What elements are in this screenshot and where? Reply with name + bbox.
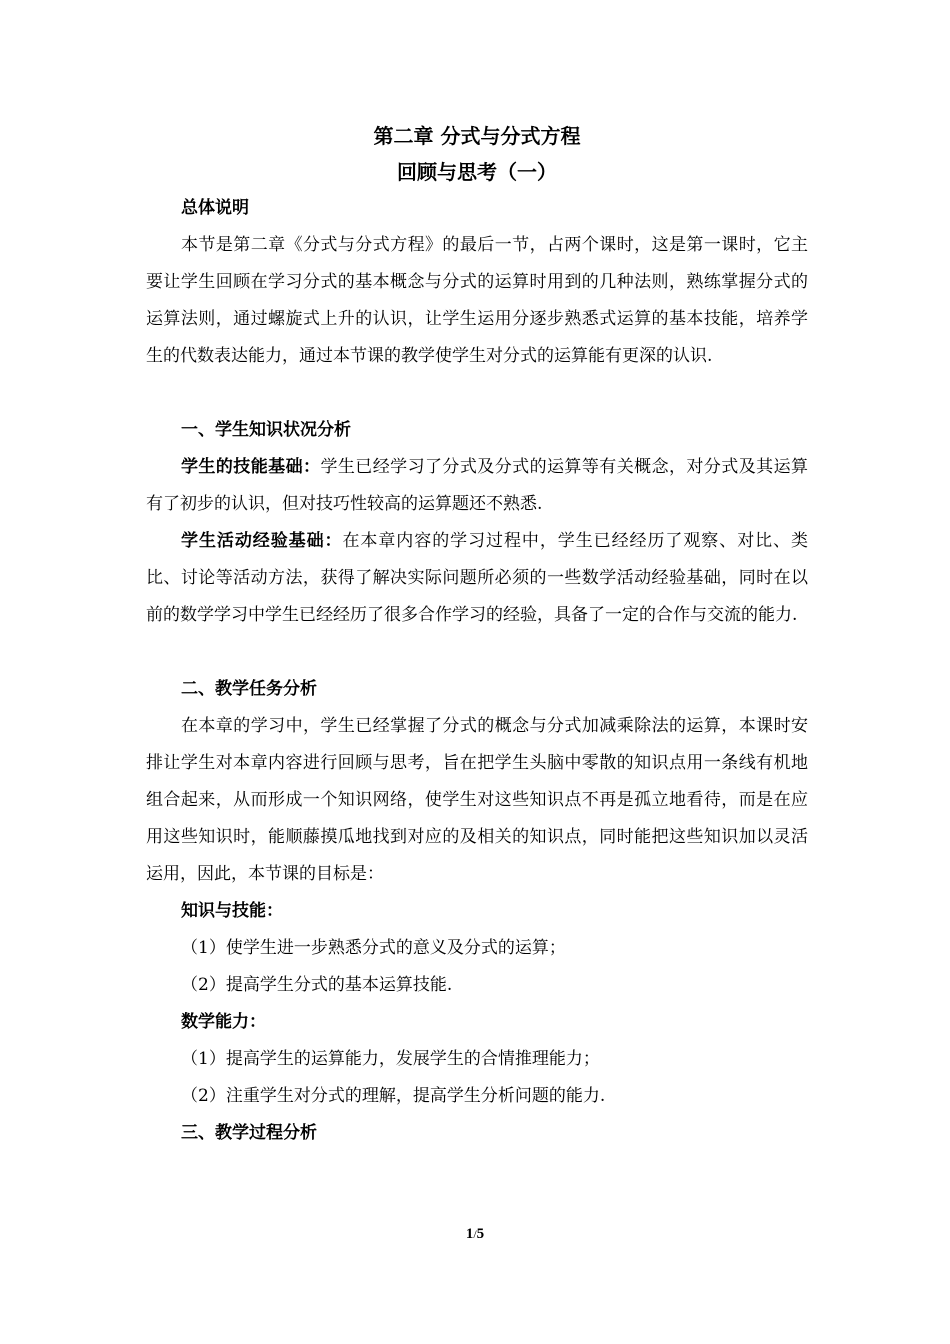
skill-foundation-text: 学生已经学习了分式及分式的运算等有关概念，对分式及其运算有了初步的认识，但对技巧性较高的运算题还不熟悉. <box>146 457 809 514</box>
overview-heading: 总体说明 <box>181 198 249 218</box>
math-ability-item: （2）注重学生对分式的理解，提高学生分析问题的能力. <box>181 1086 606 1106</box>
page-number <box>0 1226 950 1243</box>
skill-foundation-paragraph <box>146 449 808 523</box>
activity-experience-label: 学生活动经验基础： <box>181 531 343 551</box>
math-ability-heading: 数学能力： <box>181 1012 266 1032</box>
section1-heading: 一、学生知识状况分析 <box>181 420 351 440</box>
spacer <box>146 634 808 671</box>
section3-heading: 三、教学过程分析 <box>181 1123 317 1143</box>
total-page-count: 5 <box>476 1226 485 1242</box>
page-title: 第二章 分式与分式方程 <box>373 124 581 148</box>
page-separator: / <box>473 1227 477 1241</box>
knowledge-item: （1）使学生进一步熟悉分式的意义及分式的运算； <box>181 938 566 958</box>
page-subtitle: 回顾与思考（一） <box>397 160 557 184</box>
current-page-number: 1 <box>465 1226 474 1242</box>
activity-experience-text: 在本章内容的学习过程中，学生已经经历了观察、对比、类比、讨论等活动方法，获得了解决实际问题所必须的一些数学活动经验基础，同时在以前的数学学习中学生已经经历了很多合作学习的经验，具备了一定的合作与交流的能力. <box>146 531 809 625</box>
task-analysis-paragraph: 在本章的学习中，学生已经掌握了分式的概念与分式加减乘除法的运算，本课时安排让学生对本章内容进行回顾与思考，旨在把学生头脑中零散的知识点用一条线有机地组合起来，从而形成一个知识网络，使学生对这些知识点不再是孤立地看待，而是在应用这些知识时，能顺藤摸瓜地找到对应的及相关的知识点，同时能把这些知识加以灵活运用，因此，本节课的目标是： <box>146 716 808 884</box>
section2-heading: 二、教学任务分析 <box>181 679 317 699</box>
spacer <box>146 375 808 412</box>
page-content <box>146 118 808 1152</box>
math-ability-item: （1）提高学生的运算能力，发展学生的合情推理能力； <box>181 1049 600 1069</box>
activity-experience-paragraph <box>146 523 808 634</box>
overview-paragraph: 本节是第二章《分式与分式方程》的最后一节，占两个课时，这是第一课时，它主要让学生回顾在学习分式的基本概念与分式的运算时用到的几种法则，熟练掌握分式的运算法则，通过螺旋式上升的认识，让学生运用分逐步熟悉式运算的基本技能，培养学生的代数表达能力，通过本节课的教学使学生对分式的运算能有更深的认识. <box>146 235 808 366</box>
knowledge-item: （2）提高学生分式的基本运算技能. <box>181 975 453 995</box>
skill-foundation-label: 学生的技能基础： <box>181 457 321 477</box>
knowledge-skills-heading: 知识与技能： <box>181 901 283 921</box>
